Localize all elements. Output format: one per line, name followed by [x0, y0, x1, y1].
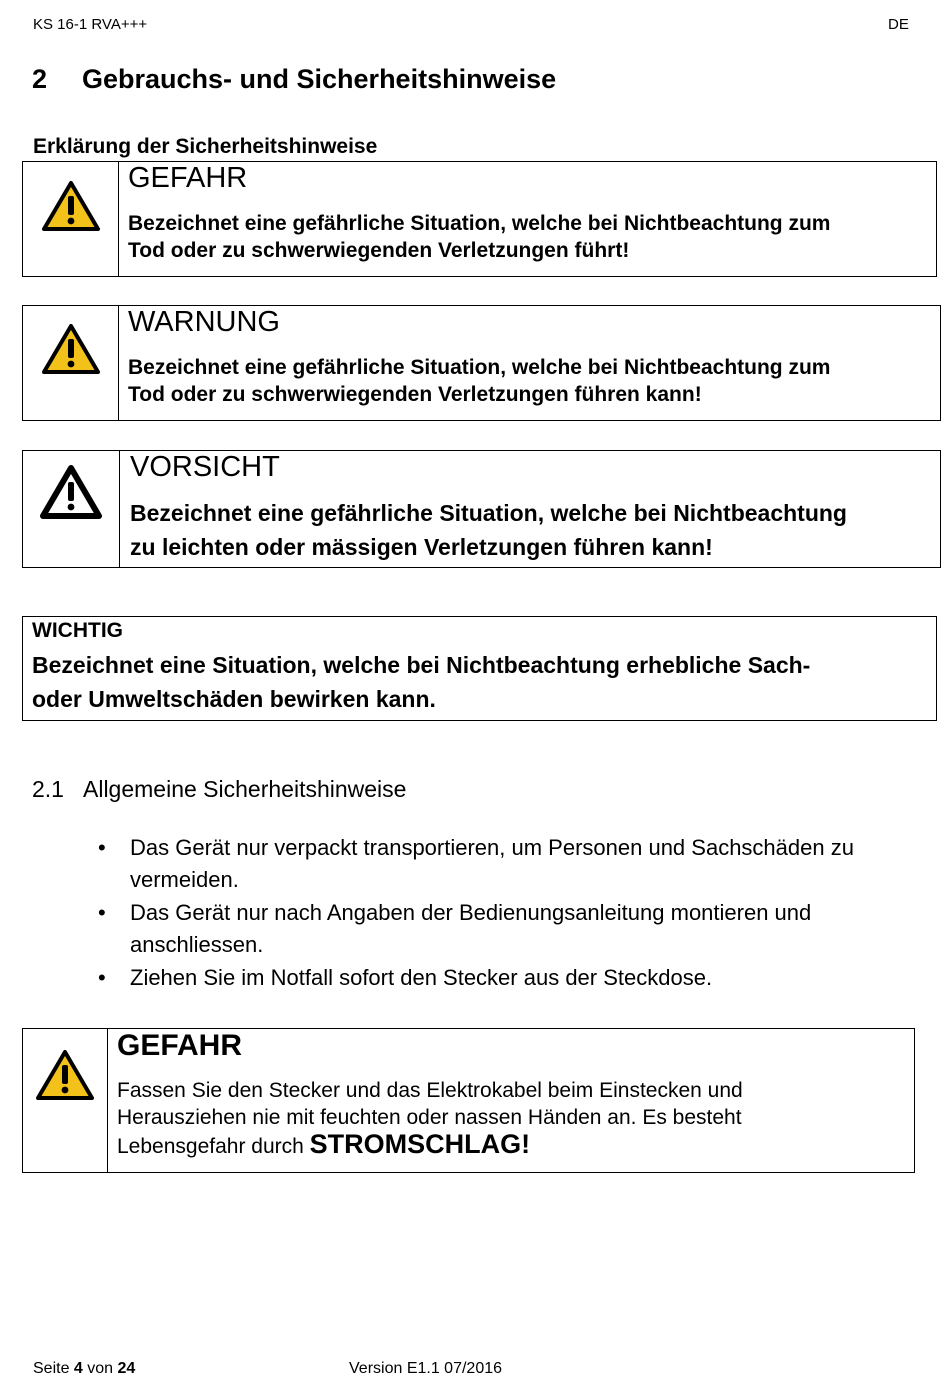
notice-wichtig: [22, 616, 937, 721]
subsection-heading: [32, 776, 406, 803]
list-item-line: anschliessen.: [130, 932, 264, 957]
notice-warnung: [22, 305, 941, 421]
notice-text: [117, 1077, 907, 1160]
warning-triangle-yellow-icon: [35, 1049, 95, 1101]
notice-gefahr-stromschlag: [22, 1028, 915, 1173]
notice-text-line: Tod oder zu schwerwiegenden Verletzungen führen kann!: [128, 383, 702, 406]
notice-icon-cell: [23, 162, 119, 276]
footer-page-number: [33, 1360, 135, 1378]
notice-title: GEFAHR: [128, 162, 248, 194]
notice-text-line: Bezeichnet eine gefährliche Situation, welche bei Nichtbeachtung zum: [128, 212, 831, 235]
section-title: Gebrauchs- und Sicherheitshinweise: [82, 64, 557, 94]
notice-title: WARNUNG: [128, 306, 280, 338]
subsection-number: 2.1: [32, 776, 64, 802]
notice-text-line: Bezeichnet eine Situation, welche bei Nichtbeachtung erhebliche Sach-: [32, 652, 811, 678]
safety-bullet-list: [96, 832, 896, 995]
footer-page-current: 4: [73, 1360, 83, 1377]
list-item: [96, 832, 896, 896]
notice-text: [128, 210, 928, 264]
list-item-line: vermeiden.: [130, 867, 239, 892]
notice-icon-cell: [23, 306, 119, 420]
notice-gefahr: [22, 161, 937, 277]
list-item-line: Das Gerät nur verpackt transportieren, um Personen und Sachschäden zu: [130, 835, 854, 860]
bullet-icon: •: [98, 835, 106, 860]
subsection-title: Allgemeine Sicherheitshinweise: [83, 776, 407, 802]
notice-title: VORSICHT: [130, 451, 280, 483]
warning-triangle-outline-icon: [40, 465, 102, 519]
notice-title: WICHTIG: [32, 619, 123, 642]
section-number: 2: [32, 64, 48, 94]
notice-text: [128, 354, 928, 408]
notice-text-line: [117, 1131, 907, 1160]
footer-version: Version E1.1 07/2016: [349, 1360, 503, 1377]
notice-text-line: Fassen Sie den Stecker und das Elektrokabel beim Einstecken und: [117, 1079, 743, 1102]
notice-text: [32, 648, 912, 716]
notice-text-line: Herausziehen nie mit feuchten oder nassen Händen an. Es besteht: [117, 1106, 742, 1129]
warning-triangle-yellow-icon: [41, 323, 101, 375]
notice-icon-cell: [23, 1029, 108, 1172]
list-item: [96, 897, 896, 961]
list-item: [96, 962, 896, 994]
bullet-icon: •: [98, 965, 106, 990]
notice-text: [130, 496, 930, 564]
footer-page-total: 24: [117, 1360, 136, 1377]
notice-icon-cell: [23, 451, 120, 567]
notice-vorsicht: [22, 450, 941, 568]
notice-text-line: Tod oder zu schwerwiegenden Verletzungen führt!: [128, 239, 630, 262]
warning-triangle-yellow-icon: [41, 180, 101, 232]
list-item-line: Ziehen Sie im Notfall sofort den Stecker aus der Steckdose.: [130, 965, 713, 990]
notice-title: GEFAHR: [117, 1029, 243, 1062]
list-item-line: Das Gerät nur nach Angaben der Bedienungsanleitung montieren und: [130, 900, 812, 925]
notice-text-line: Bezeichnet eine gefährliche Situation, welche bei Nichtbeachtung: [130, 500, 847, 526]
notice-text-part: Lebensgefahr durch: [117, 1135, 310, 1158]
footer-page-label: Seite: [33, 1360, 74, 1377]
subheading: Erklärung der Sicherheitshinweise: [33, 135, 378, 158]
notice-text-line: Bezeichnet eine gefährliche Situation, welche bei Nichtbeachtung zum: [128, 356, 831, 379]
header-language: DE: [888, 16, 909, 33]
electric-shock-emphasis: STROMSCHLAG!: [309, 1129, 531, 1159]
section-heading: [32, 64, 556, 95]
header-doc-id: KS 16-1 RVA+++: [33, 16, 148, 33]
footer-of-label: von: [82, 1360, 118, 1377]
bullet-icon: •: [98, 900, 106, 925]
notice-text-line: zu leichten oder mässigen Verletzungen führen kann!: [130, 534, 713, 560]
notice-text-line: oder Umweltschäden bewirken kann.: [32, 686, 436, 712]
